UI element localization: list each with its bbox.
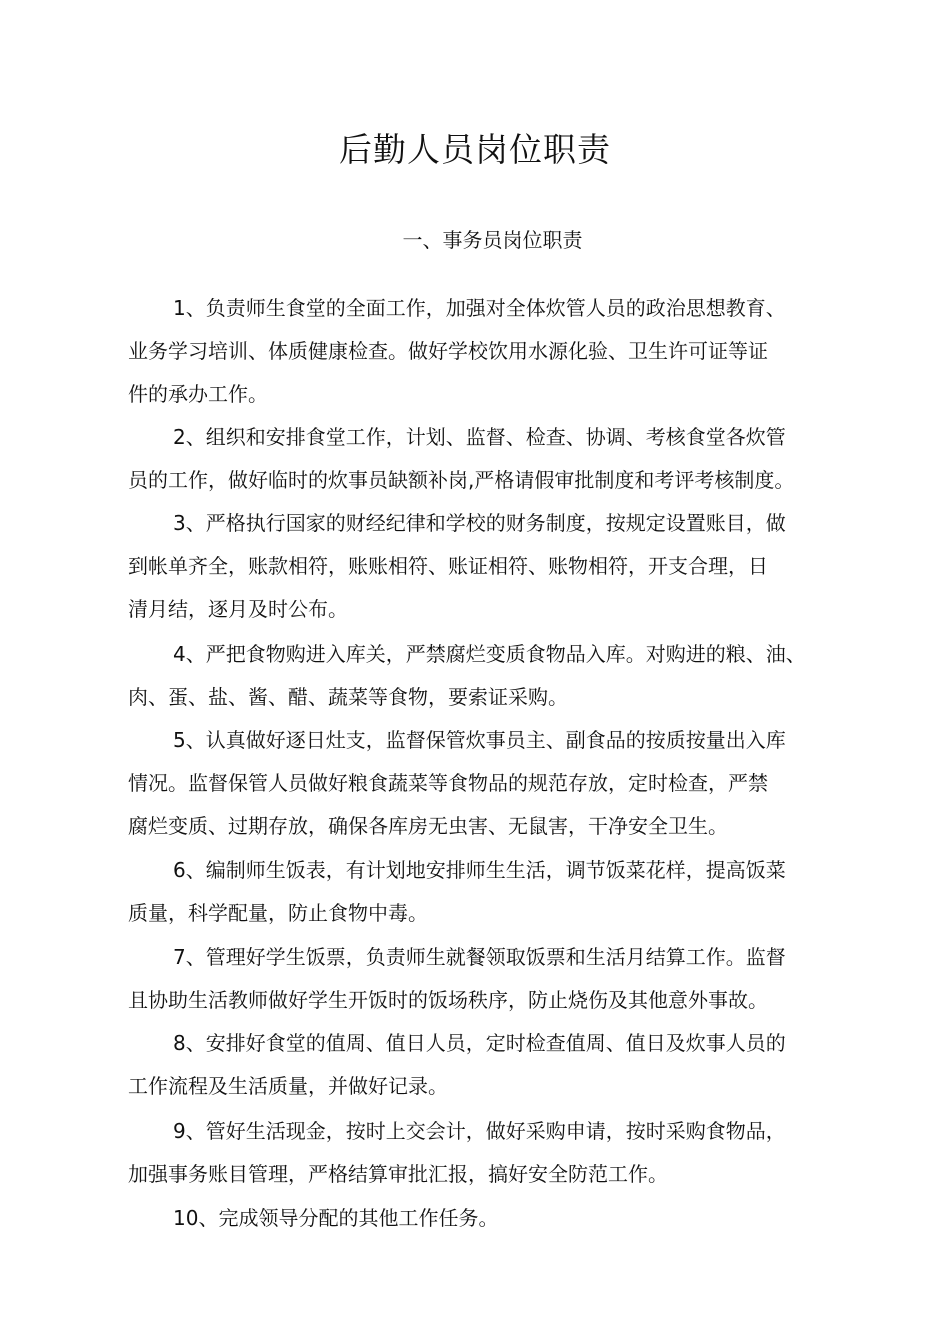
paragraph-3 — [128, 502, 868, 631]
paragraph-line: 1、负责师生食堂的全面工作，加强对全体炊管人员的政治思想教育、 — [173, 296, 786, 320]
paragraph-line: 工作流程及生活质量，并做好记录。 — [128, 1074, 448, 1098]
paragraph-line: 到帐单齐全，账款相符，账账相符、账证相符、账物相符，开支合理，日 — [128, 554, 768, 578]
paragraph-line: 8、安排好食堂的值周、值日人员，定时检查值周、值日及炊事人员的 — [173, 1031, 786, 1055]
paragraph-line: 情况。监督保管人员做好粮食蔬菜等食物品的规范存放，定时检查，严禁 — [128, 771, 768, 795]
paragraph-line: 肉、蛋、盐、酱、醋、蔬菜等食物，要索证采购。 — [128, 685, 568, 709]
paragraph-2 — [128, 416, 868, 502]
paragraph-line: 清月结，逐月及时公布。 — [128, 597, 348, 621]
paragraph-line: 7、管理好学生饭票，负责师生就餐领取饭票和生活月结算工作。监督 — [173, 945, 786, 969]
paragraph-line: 2、组织和安排食堂工作，计划、监督、检查、协调、考核食堂各炊管 — [173, 425, 786, 449]
paragraph-line: 10、完成领导分配的其他工作任务。 — [173, 1206, 499, 1230]
paragraph-9 — [128, 1110, 868, 1196]
paragraph-7 — [128, 936, 868, 1022]
paragraph-4 — [128, 633, 868, 719]
paragraph-line: 业务学习培训、体质健康检查。做好学校饮用水源化验、卫生许可证等证 — [128, 339, 768, 363]
paragraph-line: 6、编制师生饭表，有计划地安排师生生活，调节饭菜花样，提高饭菜 — [173, 858, 786, 882]
paragraph-line: 腐烂变质、过期存放，确保各库房无虫害、无鼠害，干净安全卫生。 — [128, 814, 728, 838]
paragraph-line: 且协助生活教师做好学生开饭时的饭场秩序，防止烧伤及其他意外事故。 — [128, 988, 768, 1012]
paragraph-line: 4、严把食物购进入库关，严禁腐烂变质食物品入库。对购进的粮、油、 — [173, 642, 806, 666]
document-title: 后勤人员岗位职责 — [339, 130, 611, 169]
paragraph-line: 3、严格执行国家的财经纪律和学校的财务制度，按规定设置账目，做 — [173, 511, 786, 535]
paragraph-line: 5、认真做好逐日灶支，监督保管炊事员主、副食品的按质按量出入库 — [173, 728, 786, 752]
paragraph-1 — [128, 287, 868, 416]
paragraph-6 — [128, 849, 868, 935]
paragraph-10 — [128, 1197, 868, 1240]
paragraph-8 — [128, 1022, 868, 1108]
section-heading: 一、事务员岗位职责 — [402, 228, 583, 252]
paragraph-line: 件的承办工作。 — [128, 382, 268, 406]
paragraph-line: 质量，科学配量，防止食物中毒。 — [128, 901, 428, 925]
paragraph-line: 9、管好生活现金，按时上交会计，做好采购申请，按时采购食物品， — [173, 1119, 786, 1143]
paragraph-line: 员的工作，做好临时的炊事员缺额补岗,严格请假审批制度和考评考核制度。 — [128, 468, 795, 492]
paragraph-line: 加强事务账目管理，严格结算审批汇报，搞好安全防范工作。 — [128, 1162, 668, 1186]
paragraph-5 — [128, 719, 868, 848]
